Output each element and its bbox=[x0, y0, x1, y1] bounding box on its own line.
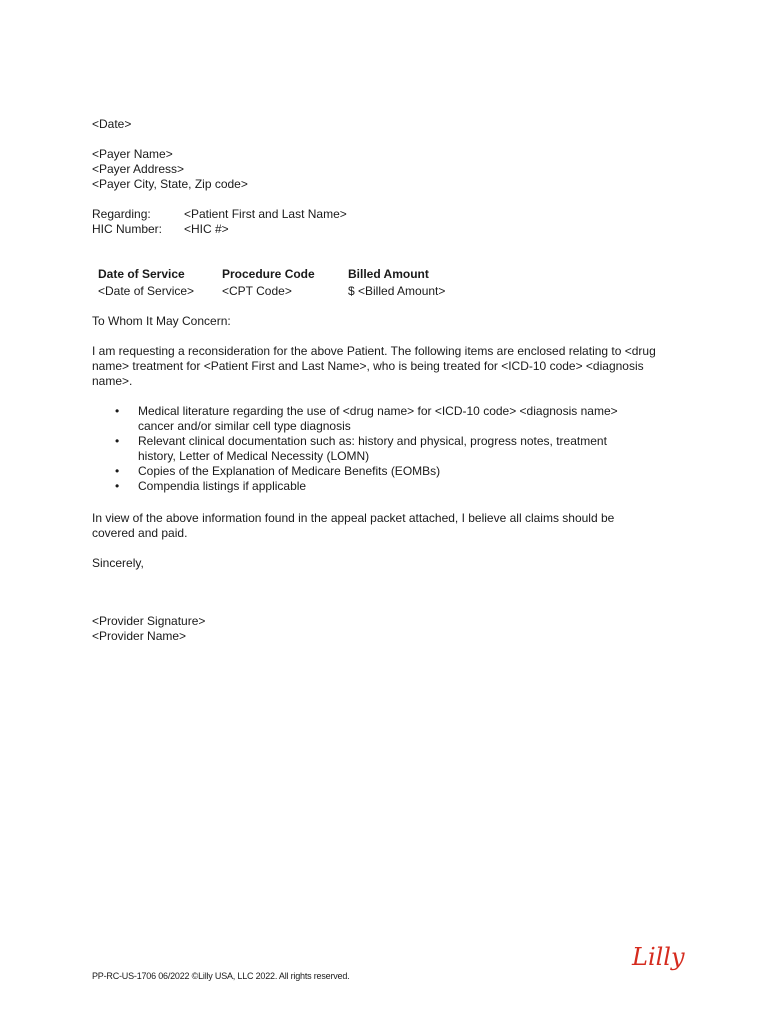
bullet-icon: • bbox=[115, 434, 120, 448]
intro-line: name>. bbox=[92, 374, 133, 388]
intro-line: I am requesting a reconsideration for the above Patient. The following items are enclosed relating to <drug bbox=[92, 344, 656, 358]
table-cell-date: <Date of Service> bbox=[98, 284, 195, 298]
list-item bbox=[92, 479, 668, 494]
list-item-line: cancer and/or similar cell type diagnosis bbox=[138, 419, 351, 433]
regarding-row bbox=[92, 207, 492, 222]
list-item-line: Relevant clinical documentation such as: history and physical, progress notes, treatment bbox=[138, 434, 607, 448]
bullet-icon: • bbox=[115, 464, 120, 478]
hic-label: HIC Number: bbox=[92, 222, 163, 236]
list-item-line: Compendia listings if applicable bbox=[138, 479, 307, 493]
table-cell-amount: $ <Billed Amount> bbox=[348, 284, 446, 298]
enclosure-list bbox=[92, 404, 668, 494]
payer-address: <Payer Address> bbox=[92, 162, 185, 176]
list-item-line: Copies of the Explanation of Medicare Benefits (EOMBs) bbox=[138, 464, 441, 478]
intro-line: name> treatment for <Patient First and Last Name>, who is being treated for <ICD-10 code> <diagnosis bbox=[92, 359, 644, 373]
provider-name: <Provider Name> bbox=[92, 629, 187, 643]
regarding-block bbox=[92, 207, 492, 237]
claim-table bbox=[98, 267, 498, 301]
lilly-logo: Lilly bbox=[632, 943, 685, 971]
list-item bbox=[92, 404, 668, 434]
intro-paragraph bbox=[92, 344, 682, 389]
list-item bbox=[92, 434, 668, 464]
table-header-amount: Billed Amount bbox=[348, 267, 429, 281]
closing-line: In view of the above information found in the appeal packet attached, I believe all claims should be bbox=[92, 511, 615, 525]
regarding-label: Regarding: bbox=[92, 207, 151, 221]
signoff: Sincerely, bbox=[92, 556, 144, 570]
table-header-procedure: Procedure Code bbox=[222, 267, 315, 281]
list-item bbox=[92, 464, 668, 479]
table-cell-procedure: <CPT Code> bbox=[222, 284, 292, 298]
table-header-date: Date of Service bbox=[98, 267, 185, 281]
regarding-value: <Patient First and Last Name> bbox=[184, 207, 347, 221]
bullet-icon: • bbox=[115, 404, 120, 418]
signature-block bbox=[92, 614, 205, 644]
salutation: To Whom It May Concern: bbox=[92, 314, 231, 328]
closing-line: covered and paid. bbox=[92, 526, 188, 540]
list-item-line: history, Letter of Medical Necessity (LOMN) bbox=[138, 449, 370, 463]
closing-paragraph bbox=[92, 511, 682, 541]
payer-name: <Payer Name> bbox=[92, 147, 173, 161]
letter-date: <Date> bbox=[92, 117, 132, 131]
list-item-line: Medical literature regarding the use of <drug name> for <ICD-10 code> <diagnosis name> bbox=[138, 404, 618, 418]
payer-address-block bbox=[92, 147, 248, 192]
provider-signature: <Provider Signature> bbox=[92, 614, 206, 628]
hic-value: <HIC #> bbox=[184, 222, 229, 236]
hic-row bbox=[92, 222, 492, 237]
bullet-icon: • bbox=[115, 479, 120, 493]
footer-copyright: PP-RC-US-1706 06/2022 ©Lilly USA, LLC 2022. All rights reserved. bbox=[92, 971, 350, 981]
payer-city-state-zip: <Payer City, State, Zip code> bbox=[92, 177, 248, 191]
